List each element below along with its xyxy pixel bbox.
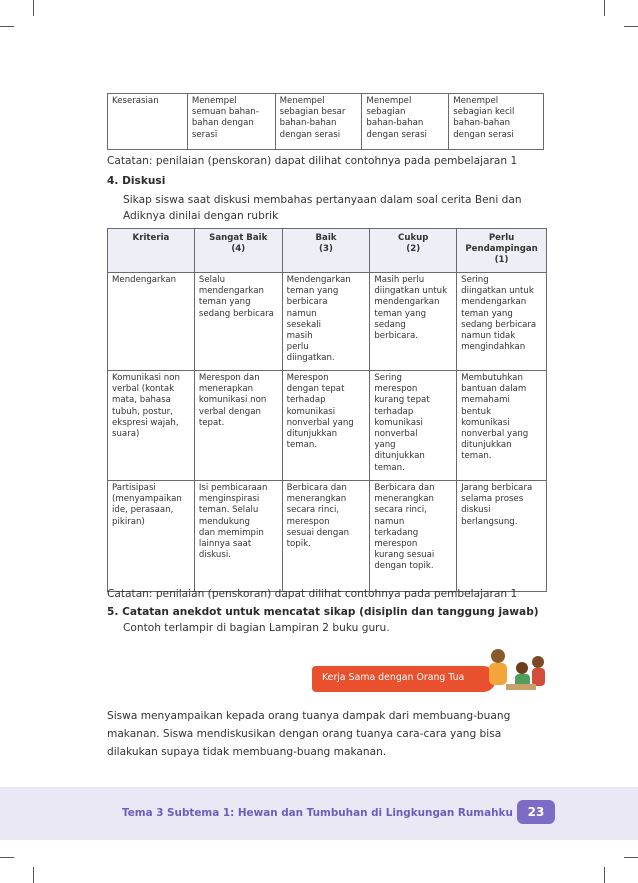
section-5-title: 5. Catatan anekdot untuk mencatat sikap (disiplin dan tanggung jawab)	[107, 606, 539, 618]
table-cell: Menempel sebagian besar bahan-bahan dengan serasi	[275, 94, 362, 150]
kerja-sama-banner	[312, 666, 496, 692]
table-cell: Partisipasi (menyampaikan ide, perasaan, pikiran)	[108, 481, 195, 592]
catatan-note-2: Catatan: penilaian (penskoran) dapat dilihat contohnya pada pembelajaran 1	[107, 588, 518, 600]
table-cell: Sering diingatkan untuk mendengarkan teman yang sedang berbicara namun tidak mengindahkan	[457, 273, 547, 371]
table-surface	[506, 684, 536, 690]
crop-mark	[624, 26, 638, 27]
table-row	[108, 273, 547, 371]
column-header: Sangat Baik (4)	[194, 229, 282, 273]
table-cell: Mendengarkan teman yang berbicara namun sesekali masih perlu diingatkan.	[282, 273, 370, 371]
table-row	[108, 371, 547, 481]
section-5-text: Contoh terlampir di bagian Lampiran 2 buku guru.	[123, 622, 390, 634]
parent-body	[489, 663, 507, 685]
crop-mark	[0, 26, 14, 27]
table-cell: Mendengarkan	[108, 273, 195, 371]
table-cell: Menempel sebagian bahan-bahan dengan serasi	[362, 94, 449, 150]
child-head	[516, 662, 528, 674]
family-illustration	[478, 646, 548, 696]
table-cell: Keserasian	[108, 94, 188, 150]
table-cell: Isi pembicaraan menginspirasi teman. Selalu mendukung dan memimpin lainnya saat diskusi.	[194, 481, 282, 592]
child2-body	[532, 668, 545, 686]
page-number: 23	[517, 800, 555, 824]
catatan-note-1: Catatan: penilaian (penskoran) dapat dilihat contohnya pada pembelajaran 1	[107, 155, 518, 167]
table-cell: Merespon dan menerapkan komunikasi non verbal dengan tepat.	[194, 371, 282, 481]
crop-mark	[33, 867, 34, 883]
column-header: Cukup (2)	[370, 229, 457, 273]
diskusi-rubric-table	[107, 228, 547, 592]
closing-paragraph: Siswa menyampaikan kepada orang tuanya dampak dari membuang-buang makanan. Siswa mendiskusikan dengan orang tuanya cara-cara yang bisa dilakukan supaya tidak membuang-buang makanan.	[107, 710, 511, 758]
crop-mark	[33, 0, 34, 16]
child2-head	[532, 656, 544, 668]
column-header: Perlu Pendampingan (1)	[457, 229, 547, 273]
table-cell: Membutuhkan bantuan dalam memahami bentuk komunikasi nonverbal yang ditunjukkan teman.	[457, 371, 547, 481]
table-cell: Berbicara dan menerangkan secara rinci, merespon sesuai dengan topik.	[282, 481, 370, 592]
table-cell: Jarang berbicara selama proses diskusi berlangsung.	[457, 481, 547, 592]
table-row	[108, 481, 547, 592]
table-cell: Masih perlu diingatkan untuk mendengarkan teman yang sedang berbicara.	[370, 273, 457, 371]
page-footer	[0, 787, 638, 840]
crop-mark	[604, 0, 605, 16]
column-header: Baik (3)	[282, 229, 370, 273]
column-header: Kriteria	[108, 229, 195, 273]
section-4-text: Sikap siswa saat diskusi membahas pertanyaan dalam soal cerita Beni dan Adiknya dinilai dengan rubrik	[123, 194, 522, 222]
table-cell: Komunikasi non verbal (kontak mata, bahasa tubuh, postur, ekspresi wajah, suara)	[108, 371, 195, 481]
crop-mark	[604, 867, 605, 883]
table-cell: Menempel semuan bahan- bahan dengan serasi	[187, 94, 275, 150]
table-row	[108, 94, 544, 150]
table-cell: Sering merespon kurang tepat terhadap komunikasi nonverbal yang ditunjukkan teman.	[370, 371, 457, 481]
footer-title: Tema 3 Subtema 1: Hewan dan Tumbuhan di Lingkungan Rumahku	[122, 807, 513, 819]
crop-mark	[624, 857, 638, 858]
table-cell: Berbicara dan menerangkan secara rinci, namun terkadang merespon kurang sesuai dengan topik.	[370, 481, 457, 592]
section-4-title: 4. Diskusi	[107, 175, 166, 187]
crop-mark	[0, 857, 14, 858]
table-cell: Merespon dengan tepat terhadap komunikasi nonverbal yang ditunjukkan teman.	[282, 371, 370, 481]
table-cell: Selalu mendengarkan teman yang sedang berbicara	[194, 273, 282, 371]
banner-label: Kerja Sama dengan Orang Tua	[322, 672, 465, 683]
table-header-row	[108, 229, 547, 273]
table-cell: Menempel sebagian kecil bahan-bahan dengan serasi	[449, 94, 544, 150]
keserasian-table	[107, 93, 544, 150]
parent-head	[491, 649, 505, 663]
